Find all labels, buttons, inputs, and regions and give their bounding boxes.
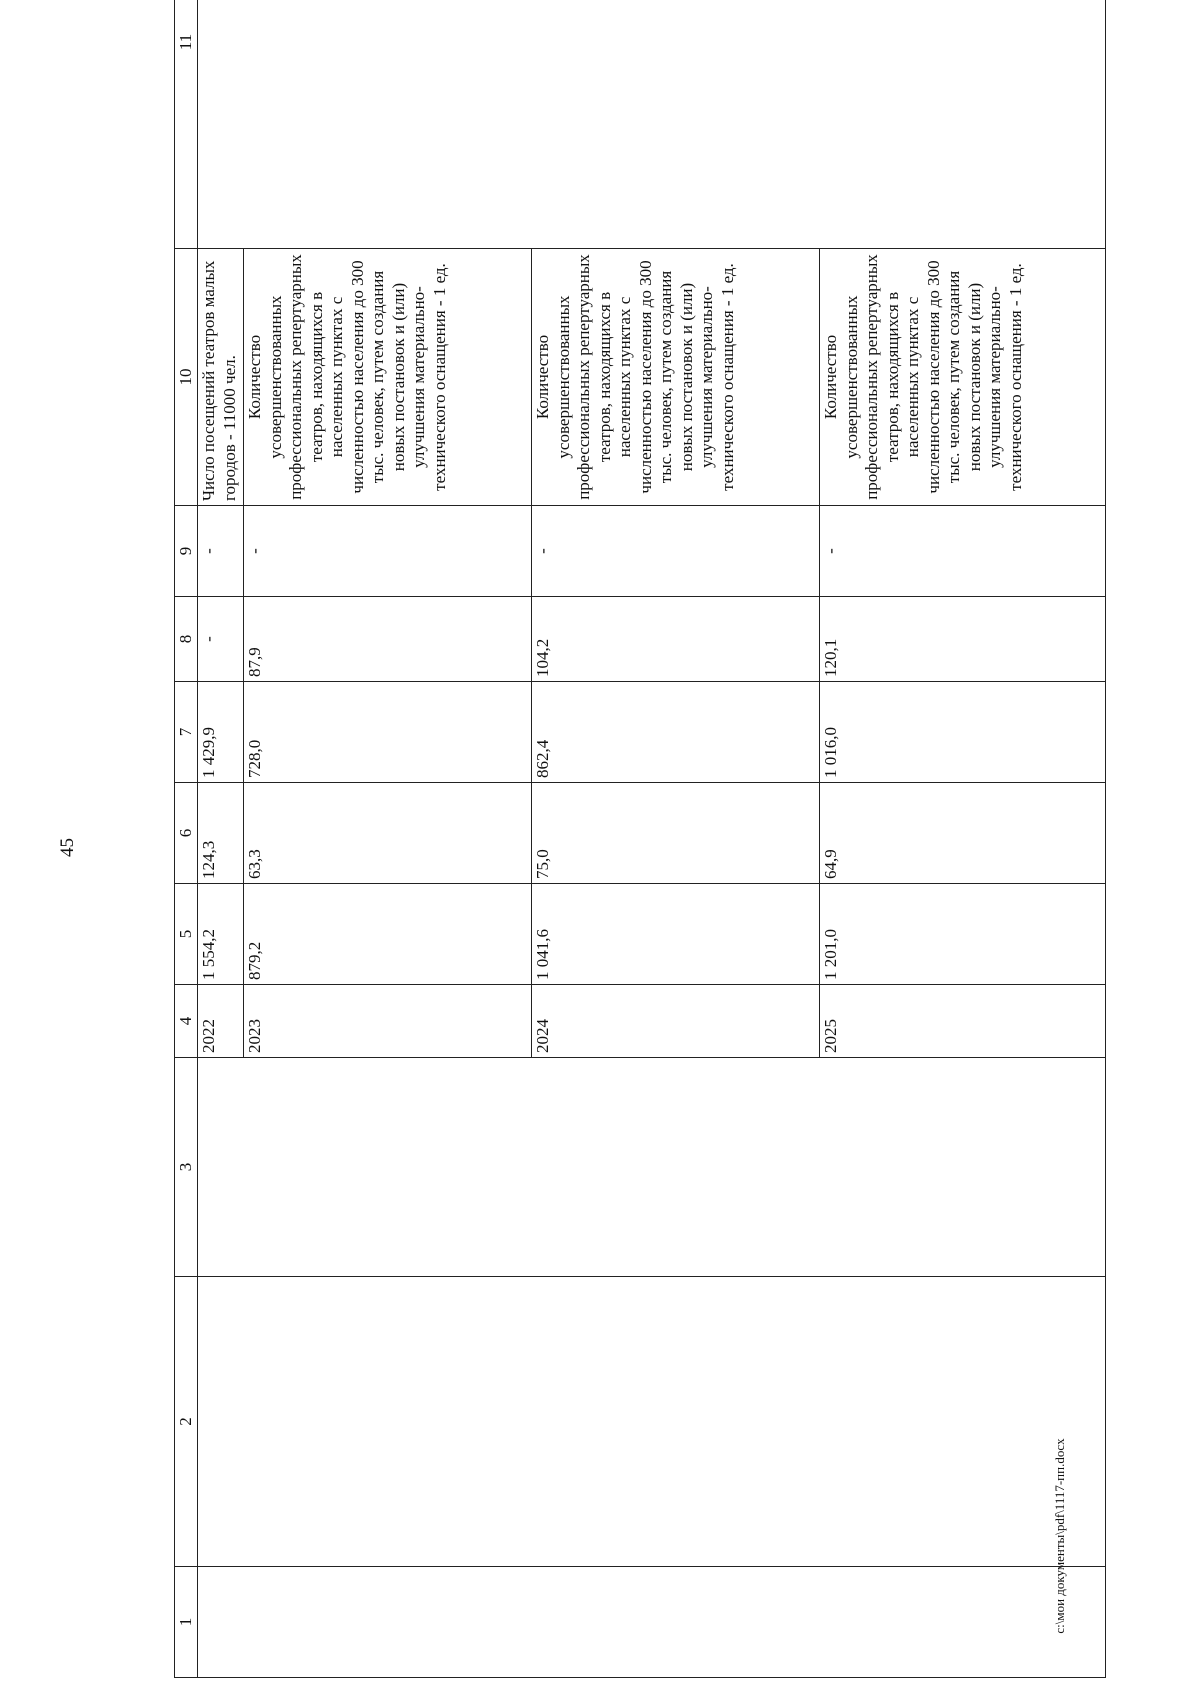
value-cell-6: 64,9 bbox=[820, 783, 1106, 884]
value-cell-5: 1 201,0 bbox=[820, 884, 1106, 985]
page-number: 45 bbox=[57, 838, 78, 857]
cell-col-11 bbox=[198, 0, 1106, 249]
indicator-cell: Количество усовершенствованных профессиональных репертуарных театров, находящихся в населенных пунктах с численностью населения до 300 тыс. человек, путем создания новых постановок и (или) улучшения материально-технического оснащения - 1 ед. bbox=[820, 249, 1106, 506]
value-cell-5: 879,2 bbox=[244, 884, 532, 985]
value-cell-8: 104,2 bbox=[532, 597, 820, 682]
column-number: 3 bbox=[175, 1058, 198, 1277]
value-cell-6: 63,3 bbox=[244, 783, 532, 884]
column-number: 5 bbox=[175, 884, 198, 985]
value-cell-7: 728,0 bbox=[244, 682, 532, 783]
value-cell-8: 120,1 bbox=[820, 597, 1106, 682]
value-cell-9: - bbox=[532, 506, 820, 597]
value-cell-5: 1 554,2 bbox=[198, 884, 244, 985]
column-number: 6 bbox=[175, 783, 198, 884]
program-table bbox=[174, 0, 1106, 1678]
cell-col-1 bbox=[198, 1567, 1106, 1678]
indicator-cell: Число посещений театров малых городов - 11000 чел. bbox=[198, 249, 244, 506]
data-table bbox=[174, 33, 1104, 1678]
value-cell-7: 1 016,0 bbox=[820, 682, 1106, 783]
column-number: 1 bbox=[175, 1567, 198, 1678]
value-cell-5: 1 041,6 bbox=[532, 884, 820, 985]
value-cell-9: - bbox=[198, 506, 244, 597]
value-cell-6: 75,0 bbox=[532, 783, 820, 884]
value-cell-6: 124,3 bbox=[198, 783, 244, 884]
year-cell: 2025 bbox=[820, 985, 1106, 1058]
value-cell-8: 87,9 bbox=[244, 597, 532, 682]
indicator-cell: Количество усовершенствованных профессиональных репертуарных театров, находящихся в населенных пунктах с численностью населения до 300 тыс. человек, путем создания новых постановок и (или) улучшения материально-технического оснащения - 1 ед. bbox=[244, 249, 532, 506]
column-number: 10 bbox=[175, 249, 198, 506]
value-cell-9: - bbox=[244, 506, 532, 597]
year-cell: 2023 bbox=[244, 985, 532, 1058]
footer-file-path: c:\мои документы\pdf\1117-пп.docx bbox=[1052, 1438, 1067, 1634]
value-cell-7: 862,4 bbox=[532, 682, 820, 783]
value-cell-9: - bbox=[820, 506, 1106, 597]
year-cell: 2024 bbox=[532, 985, 820, 1058]
column-number: 9 bbox=[175, 506, 198, 597]
column-number: 4 bbox=[175, 985, 198, 1058]
column-number: 7 bbox=[175, 682, 198, 783]
cell-col-2 bbox=[198, 1277, 1106, 1567]
indicator-cell: Количество усовершенствованных профессиональных репертуарных театров, находящихся в населенных пунктах с численностью населения до 300 тыс. человек, путем создания новых постановок и (или) улучшения материально-технического оснащения - 1 ед. bbox=[532, 249, 820, 506]
value-cell-8: - bbox=[198, 597, 244, 682]
column-number: 8 bbox=[175, 597, 198, 682]
column-number: 2 bbox=[175, 1277, 198, 1567]
column-number: 11 bbox=[175, 0, 198, 249]
column-number-row bbox=[175, 0, 198, 1678]
table-row bbox=[198, 0, 244, 1678]
cell-col-3 bbox=[198, 1058, 1106, 1277]
year-cell: 2022 bbox=[198, 985, 244, 1058]
value-cell-7: 1 429,9 bbox=[198, 682, 244, 783]
